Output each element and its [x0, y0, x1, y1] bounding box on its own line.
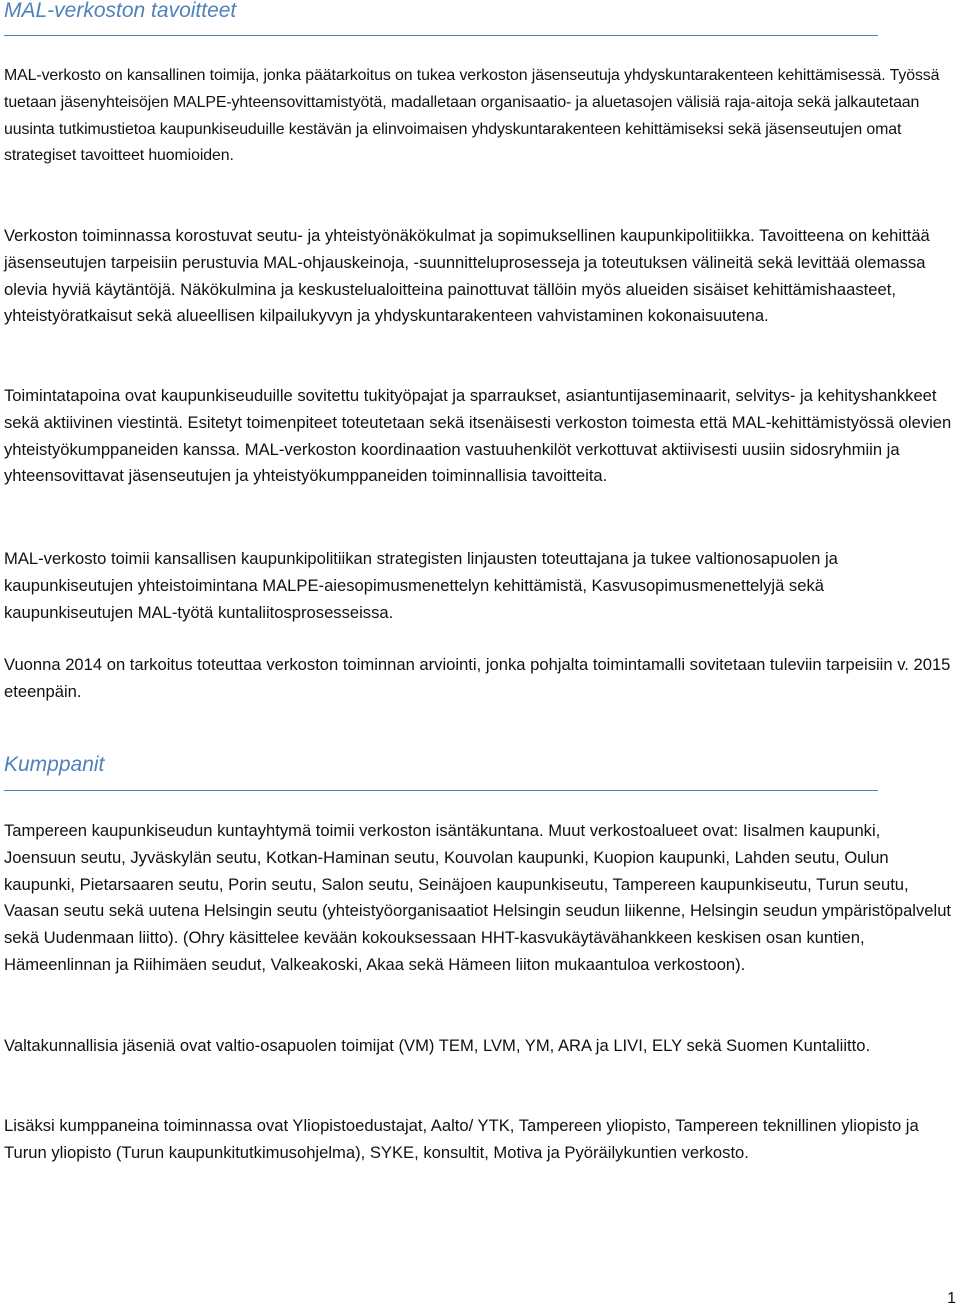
- heading-underline: [4, 790, 878, 791]
- paragraph: Vuonna 2014 on tarkoitus toteuttaa verkoston toiminnan arviointi, jonka pohjalta toimintamalli sovitetaan tuleviin tarpeisiin v. 2015 eteenpäin.: [4, 655, 951, 701]
- heading-underline: [4, 35, 878, 36]
- page-number: 1: [947, 1290, 956, 1307]
- paragraph: Verkoston toiminnassa korostuvat seutu- ja yhteistyönäkökulmat ja sopimuksellinen kaupunkipolitiikka. Tavoitteena on kehittää jäsenseutujen tarpeisiin perustuvia MAL-ohjauskeinoja, -suunnitteluprosesseja ja toteutuksen välineitä sekä levittää olemassa olevia hyviä käytäntöjä. Näkökulmina ja keskustelualoitteina painottuvat tällöin myös alueiden sisäiset kehittämishaasteet, yhteistyöratkaisut sekä alueellisen kilpailukyvyn ja yhdyskuntarakenteen vahvistaminen kokonaisuutena.: [4, 226, 930, 326]
- paragraph: Lisäksi kumppaneina toiminnassa ovat Yliopistoedustajat, Aalto/ YTK, Tampereen yliopisto, Tampereen teknillinen yliopisto ja Turun yliopisto (Turun kaupunkitutkimusohjelma), SYKE, konsultit, Motiva ja Pyöräilykuntien verkosto.: [4, 1116, 919, 1162]
- paragraph: Toimintatapoina ovat kaupunkiseuduille sovitettu tukityöpajat ja sparraukset, asiantuntijaseminaarit, selvitys- ja kehityshankkeet sekä aktiivinen viestintä. Esitetyt toimenpiteet toteutetaan sekä itsenäisesti verkoston toimesta että MAL-kehittämistyössä olevien yhteistyökumppaneiden kanssa. MAL-verkoston koordinaation vastuuhenkilöt verkottuvat aktiivisesti uusiin sidosryhmiin ja yhteensovittavat jäsenseutujen ja yhteistyökumppaneiden toiminnallisia tavoitteita.: [4, 386, 952, 486]
- paragraph: MAL-verkosto on kansallinen toimija, jonka päätarkoitus on tukea verkoston jäsenseutuja yhdyskuntarakenteen kehittämisessä. Työssä tuetaan jäsenyhteisöjen MALPE-yhteensovittamistyötä, madalletaan organisaatio- ja aluetasojen välisiä raja-aitoja sekä jalkautetaan uusinta tutkimustietoa kaupunkiseuduille kestävän ja elinvoimaisen yhdyskuntarakenteen kehittämiseksi sekä jäsenseutujen omat strategiset tavoitteet huomioiden.: [4, 67, 940, 165]
- section-heading-tavoitteet: MAL-verkoston tavoitteet: [4, 0, 237, 22]
- section-heading-kumppanit: Kumppanit: [4, 753, 105, 776]
- paragraph: Tampereen kaupunkiseudun kuntayhtymä toimii verkoston isäntäkuntana. Muut verkostoalueet ovat: Iisalmen kaupunki, Joensuun seutu, Jyväskylän seutu, Kotkan-Haminan seutu, Kouvolan kaupunki, Kuopion kaupunki, Lahden seutu, Oulun kaupunki, Pietarsaaren seutu, Porin seutu, Salon seutu, Seinäjoen kaupunkiseutu, Tampereen kaupunkiseutu, Turun seutu, Vaasan seutu sekä uutena Helsingin seutu (yhteistyöorganisaatiot Helsingin seudun liikenne, Helsingin seudun ympäristöpalvelut sekä Uudenmaan liitto). (Ohry käsittelee kevään kokouksessaan HHT-kasvukäytävähankkeen keskisen osan kuntien, Hämeenlinnan ja Riihimäen seudut, Valkeakoski, Akaa sekä Hämeen liiton mukaantuloa verkostoon).: [4, 821, 952, 974]
- paragraph: MAL-verkosto toimii kansallisen kaupunkipolitiikan strategisten linjausten toteuttajana ja tukee valtionosapuolen ja kaupunkiseutujen yhteistoimintana MALPE-aiesopimusmenettelyn kehittämistä, Kasvusopimusmenettelyjä sekä kaupunkiseutujen MAL-työtä kuntaliitosprosesseissa.: [4, 549, 838, 622]
- paragraph: Valtakunnallisia jäseniä ovat valtio-osapuolen toimijat (VM) TEM, LVM, YM, ARA ja LIVI, ELY sekä Suomen Kuntaliitto.: [4, 1036, 871, 1055]
